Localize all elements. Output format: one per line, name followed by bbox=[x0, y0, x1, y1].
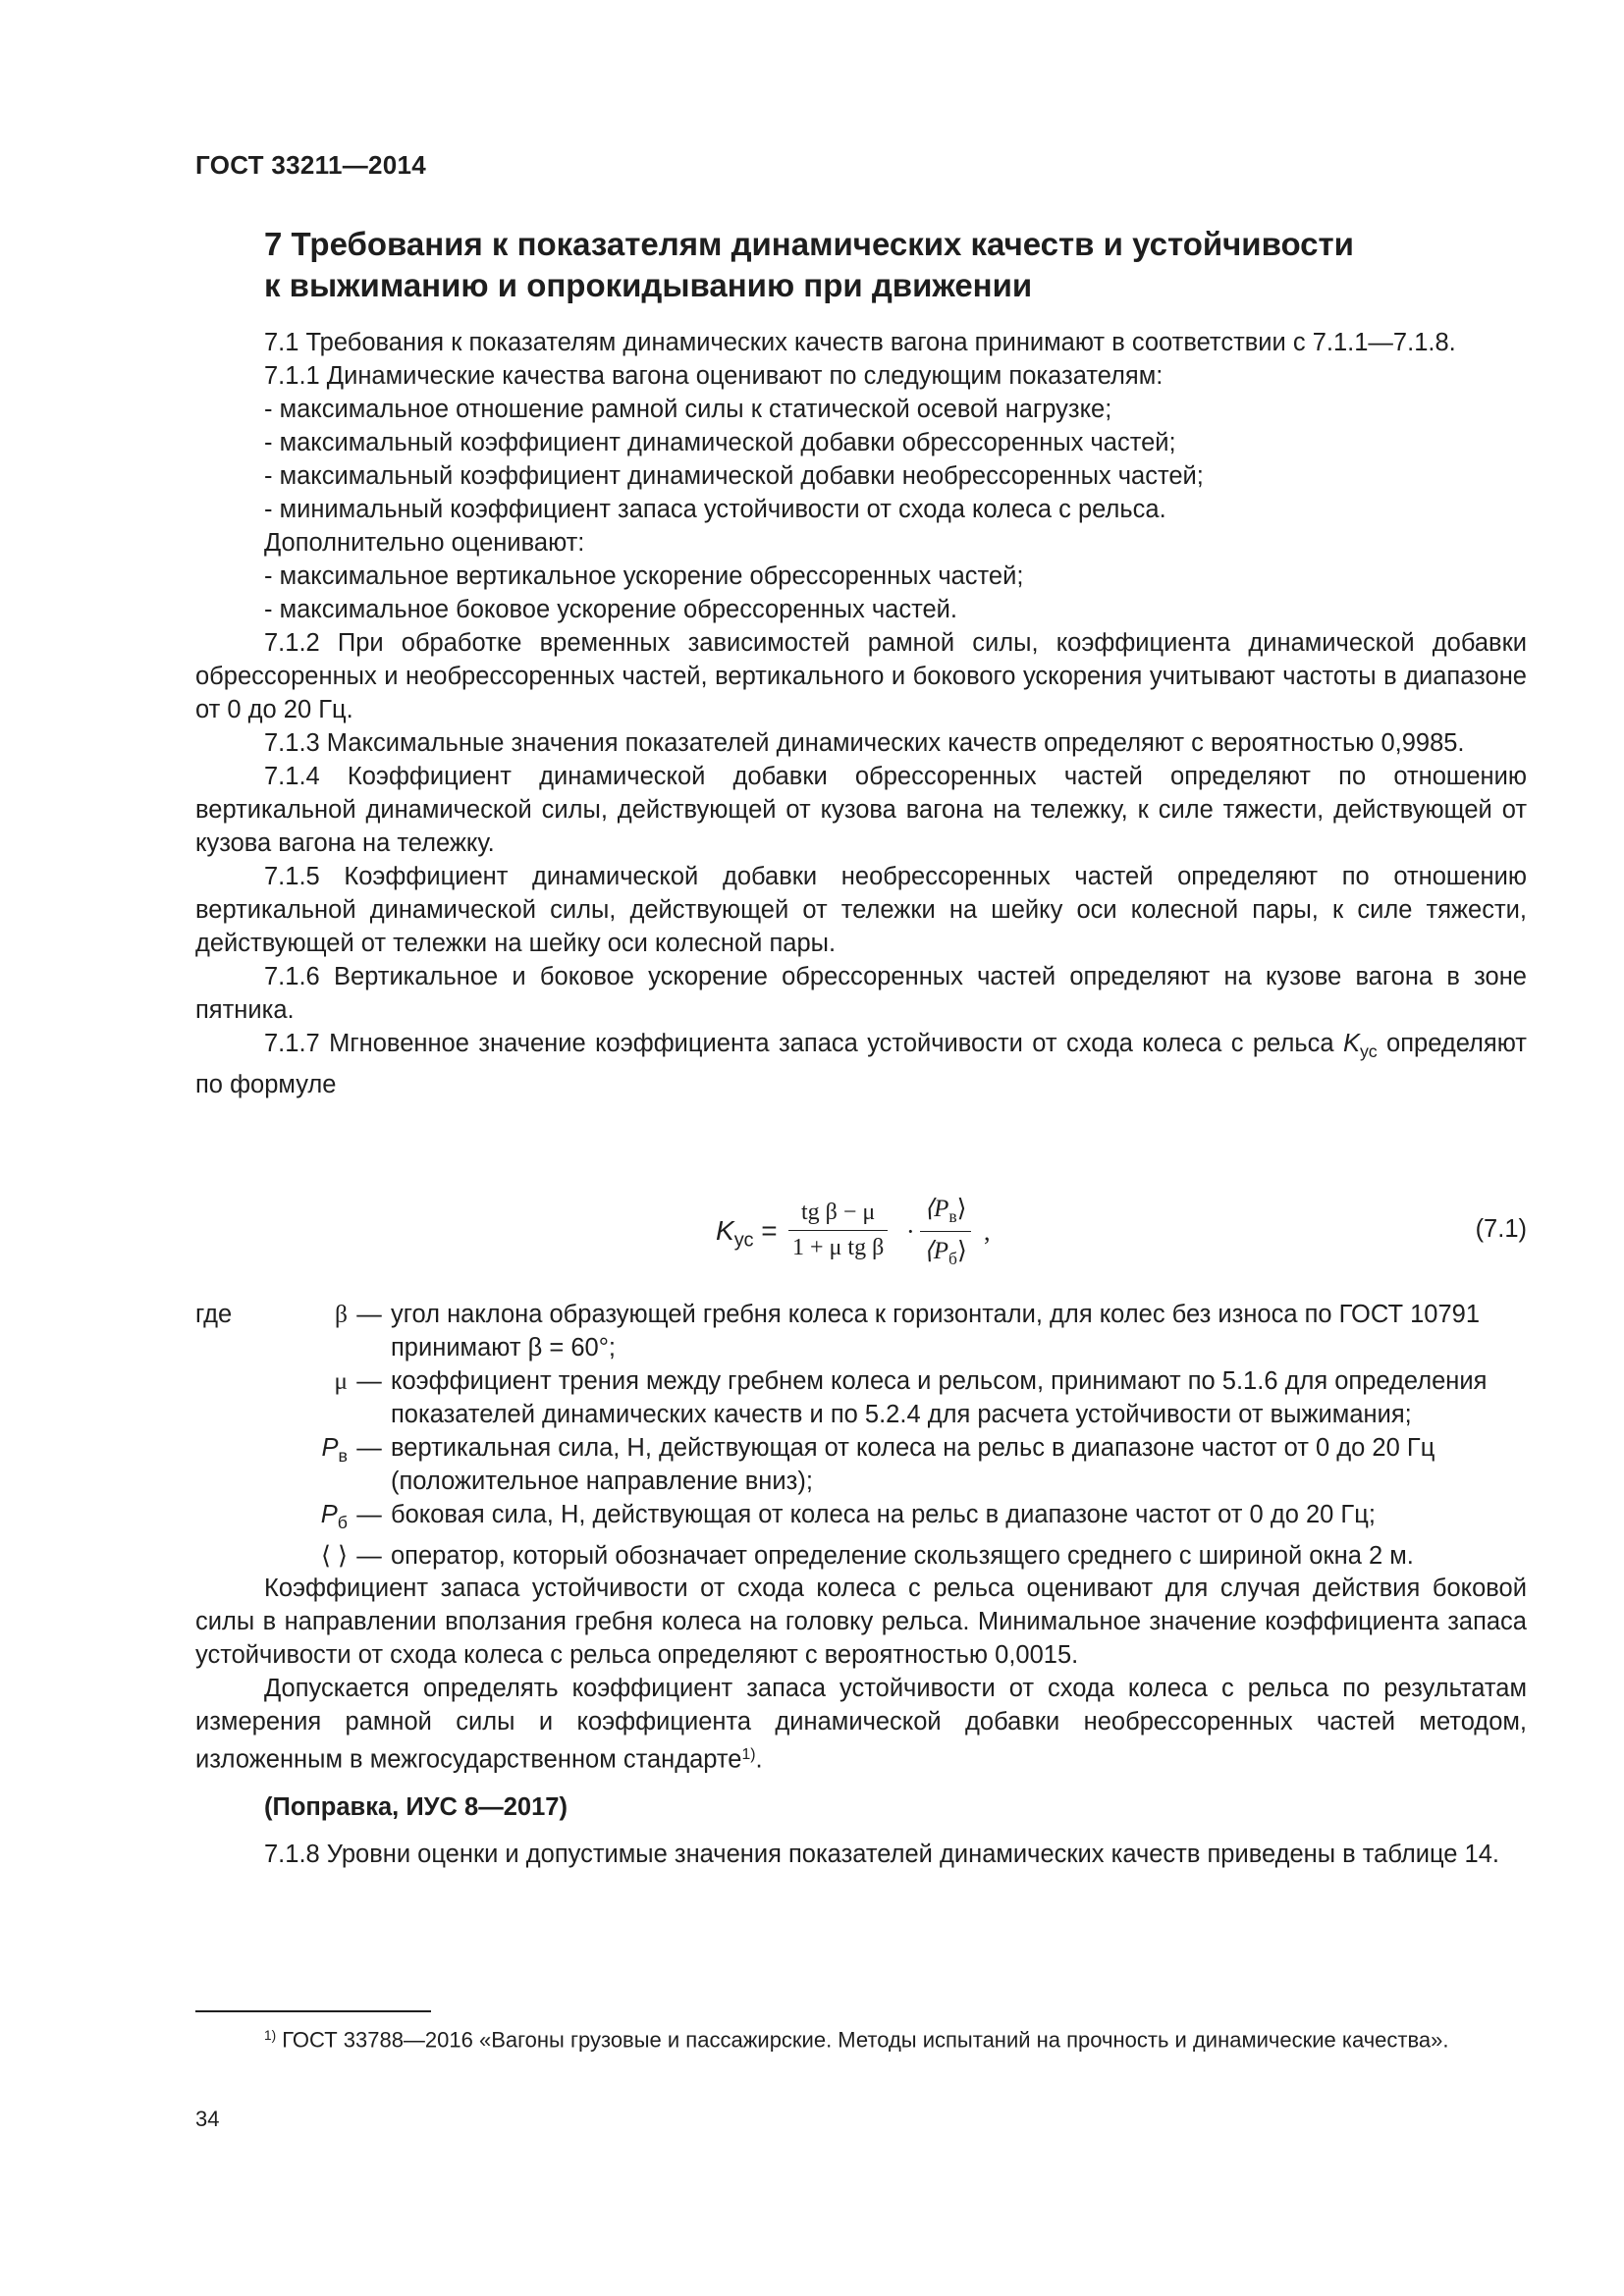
paragraph-7-1-4: 7.1.4 Коэффициент динамической добавки обрессоренных частей определяют по отношению вертикальной динамической силы, действующей от кузова вагона на тележку, к силе тяжести, действующей от кузова вагона на тележку. bbox=[195, 763, 1527, 857]
where-dash: — bbox=[356, 1501, 382, 1528]
paragraph-7-1-2: 7.1.2 При обработке временных зависимостей рамной силы, коэффициента динамической добавки обрессоренных и необрессоренных частей, вертикального и бокового ускорения учитывают частоты в диапазоне от 0 до 20 Гц. bbox=[195, 629, 1527, 723]
body-block-1 bbox=[195, 326, 1527, 1101]
definition-line: боковая сила, Н, действующая от колеса на рельс в диапазоне частот от 0 до 20 Гц; bbox=[391, 1501, 1376, 1528]
formula-7-1 bbox=[195, 1188, 1527, 1276]
where-dash: — bbox=[356, 1301, 382, 1328]
amendment-note: (Поправка, ИУС 8—2017) bbox=[264, 1792, 568, 1821]
formula-number: (7.1) bbox=[1475, 1215, 1527, 1243]
fraction-forces bbox=[920, 1194, 971, 1269]
equals-sign: = bbox=[753, 1215, 778, 1246]
where-symbol-cell bbox=[195, 1431, 348, 1498]
where-definition bbox=[391, 1364, 1527, 1431]
list-item: - максимальное отношение рамной силы к статической осевой нагрузке; bbox=[264, 396, 1112, 423]
where-word: где bbox=[195, 1301, 233, 1328]
paragraph-7-1-5: 7.1.5 Коэффициент динамической добавки необрессоренных частей определяют по отношению вертикальной динамической силы, действующей от тележки на шейку оси колесной пары, к силе тяжести, действующей от тележки на шейку оси колесной пары. bbox=[195, 863, 1527, 957]
where-symbol-cell bbox=[195, 1498, 348, 1539]
denominator bbox=[920, 1231, 971, 1269]
footnote-text: ГОСТ 33788—2016 «Вагоны грузовые и пассажирские. Методы испытаний на прочность и динамические качества». bbox=[282, 2027, 1449, 2053]
paragraph-7-1-7 bbox=[195, 1027, 1527, 1101]
definition-line: вертикальная сила, Н, действующая от колеса на рельс в диапазоне частот от 0 до 20 Гц bbox=[391, 1434, 1435, 1462]
footnote-mark: 1) bbox=[264, 2028, 277, 2043]
multiply-dot: · bbox=[906, 1217, 915, 1246]
force-symbol: ⟨P bbox=[924, 1238, 949, 1264]
footnote bbox=[195, 2020, 1527, 2056]
where-definition bbox=[391, 1298, 1527, 1364]
paragraph-7-1-1: 7.1.1 Динамические качества вагона оценивают по следующим показателям: bbox=[264, 362, 1164, 390]
footnote-reference[interactable]: 1) bbox=[741, 1746, 756, 1763]
list-item: - максимальное боковое ускорение обрессоренных частей. bbox=[264, 596, 957, 623]
symbol: K bbox=[1342, 1030, 1360, 1057]
formula-symbol: K bbox=[716, 1215, 734, 1246]
where-subscript: б bbox=[337, 1513, 348, 1533]
formula-lhs bbox=[716, 1215, 778, 1253]
where-list bbox=[195, 1298, 1527, 1573]
paragraph-coefficient: Коэффициент запаса устойчивости от схода колеса с рельса оценивают для случая действия боковой силы в направлении вползания гребня колеса на головку рельса. Минимальное значение коэффициента запаса устойчивости от схода колеса с рельса определяют с вероятностью 0,0015. bbox=[195, 1575, 1527, 1669]
paragraph-7-1-3: 7.1.3 Максимальные значения показателей динамических качеств определяют с вероятностью 0,9985. bbox=[264, 729, 1465, 757]
where-row bbox=[195, 1498, 1527, 1539]
where-symbol: P bbox=[321, 1434, 339, 1462]
where-symbol: μ bbox=[334, 1366, 348, 1395]
document-header: ГОСТ 33211—2014 bbox=[195, 150, 427, 180]
definition-line: (положительное направление вниз); bbox=[391, 1468, 813, 1495]
list-item: - максимальный коэффициент динамической добавки необрессоренных частей; bbox=[264, 462, 1204, 490]
where-symbol-cell bbox=[195, 1364, 348, 1431]
where-row bbox=[195, 1364, 1527, 1431]
definition-line: принимают β = 60°; bbox=[391, 1334, 616, 1362]
force-subscript: в bbox=[948, 1206, 957, 1226]
denominator: 1 + μ tg β bbox=[788, 1230, 888, 1261]
list-item: - минимальный коэффициент запаса устойчивости от схода колеса с рельса. bbox=[264, 496, 1166, 523]
section-title-line: 7 Требования к показателям динамических качеств и устойчивости bbox=[264, 226, 1354, 262]
where-symbol: β bbox=[335, 1300, 348, 1328]
where-subscript: в bbox=[338, 1446, 348, 1467]
fraction-tg bbox=[788, 1200, 888, 1261]
where-definition bbox=[391, 1539, 1527, 1573]
body-block-2 bbox=[195, 1572, 1527, 1871]
where-row bbox=[195, 1539, 1527, 1573]
paragraph-7-1: 7.1 Требования к показателям динамических качеств вагона принимают в соответствии с 7.1.1—7.1.8. bbox=[264, 329, 1456, 356]
where-dash: — bbox=[356, 1542, 382, 1571]
document-page bbox=[195, 0, 1527, 2296]
where-dash: — bbox=[356, 1434, 382, 1462]
formula-subscript: ус bbox=[733, 1229, 754, 1252]
additional-label: Дополнительно оценивают: bbox=[264, 529, 585, 557]
paragraph-7-1-6: 7.1.6 Вертикальное и боковое ускорение обрессоренных частей определяют на кузове вагона в зоне пятника. bbox=[195, 963, 1527, 1024]
where-symbol-cell bbox=[195, 1298, 348, 1364]
definition-line: угол наклона образующей гребня колеса к горизонтали, для колес без износа по ГОСТ 10791 bbox=[391, 1301, 1481, 1328]
paragraph-text: 7.1.7 Мгновенное значение коэффициента запаса устойчивости от схода колеса с рельса bbox=[264, 1030, 1334, 1057]
where-definition bbox=[391, 1498, 1527, 1539]
bracket: ⟩ bbox=[956, 1238, 967, 1264]
paragraph-7-1-8: 7.1.8 Уровни оценки и допустимые значения показателей динамических качеств приведены в таблице 14. bbox=[264, 1840, 1499, 1868]
paragraph-allowed bbox=[195, 1672, 1527, 1777]
where-symbol: P bbox=[320, 1501, 338, 1528]
symbol-subscript: ус bbox=[1359, 1041, 1378, 1062]
where-definition bbox=[391, 1431, 1527, 1498]
section-title bbox=[264, 224, 1491, 306]
footnote-divider bbox=[195, 2010, 431, 2012]
paragraph-text: определяют по формуле bbox=[195, 1030, 1527, 1099]
paragraph-end: . bbox=[755, 1745, 763, 1774]
definition-line: коэффициент трения между гребнем колеса и рельсом, принимают по 5.1.6 для определения bbox=[391, 1367, 1488, 1395]
paragraph-text: Допускается определять коэффициент запаса устойчивости от схода колеса с рельса по результатам измерения рамной силы и коэффициента динамической добавки необрессоренных частей методом, изложенным в межгосударственном стандарте bbox=[195, 1675, 1527, 1774]
force-symbol: ⟨P bbox=[924, 1196, 949, 1222]
formula-comma: , bbox=[984, 1217, 991, 1246]
where-row bbox=[195, 1431, 1527, 1498]
list-item: - максимальный коэффициент динамической добавки обрессоренных частей; bbox=[264, 429, 1176, 456]
where-symbol-cell bbox=[195, 1539, 348, 1573]
bracket: ⟩ bbox=[956, 1196, 967, 1222]
definition-line: оператор, который обозначает определение скользящего среднего с шириной окна 2 м. bbox=[391, 1542, 1414, 1571]
page-number: 34 bbox=[195, 2107, 220, 2131]
where-symbol: ⟨ ⟩ bbox=[321, 1542, 348, 1571]
numerator bbox=[920, 1194, 970, 1231]
where-row bbox=[195, 1298, 1527, 1364]
definition-line: показателей динамических качеств и по 5.2.4 для расчета устойчивости от выжимания; bbox=[391, 1401, 1412, 1428]
numerator: tg β − μ bbox=[801, 1200, 876, 1225]
section-title-line: к выжиманию и опрокидыванию при движении bbox=[264, 267, 1033, 303]
where-dash: — bbox=[356, 1367, 382, 1395]
list-item: - максимальное вертикальное ускорение обрессоренных частей; bbox=[264, 562, 1024, 590]
force-subscript: б bbox=[948, 1249, 957, 1268]
